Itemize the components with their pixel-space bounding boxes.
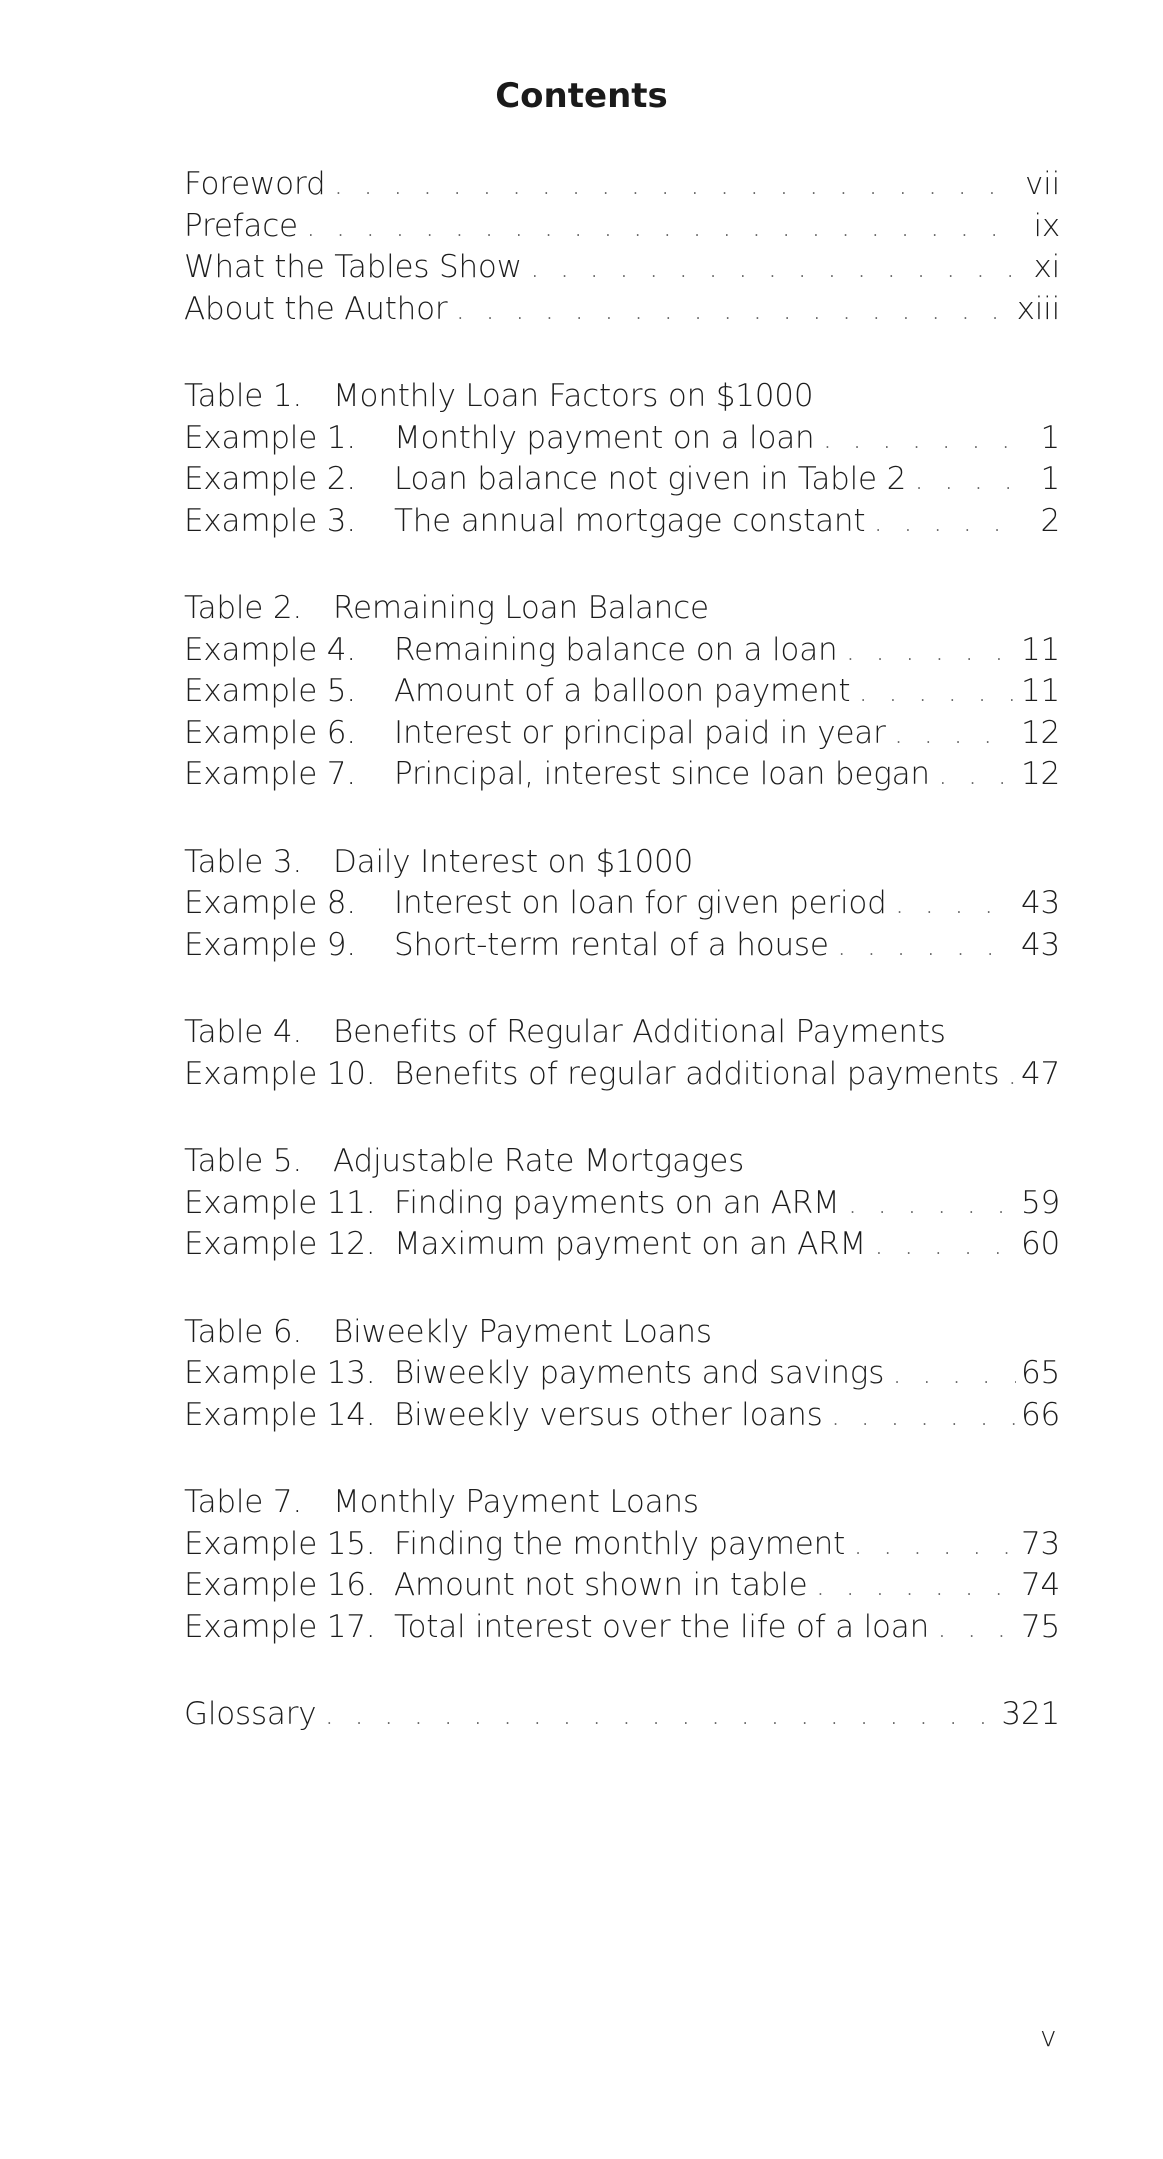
example-text: Total interest over the life of a loan	[394, 1608, 930, 1645]
table-title: Monthly Loan Factors on $1000	[333, 378, 814, 414]
example-entry[interactable]	[184, 501, 1060, 543]
toc-entry[interactable]	[184, 1694, 1060, 1736]
example-label: Example 7.	[184, 756, 356, 792]
toc-page-number: 75	[1020, 1608, 1060, 1645]
toc-page-number: 66	[1020, 1396, 1060, 1433]
toc-entry-text: About the Author	[184, 290, 448, 327]
toc-page-number: xiii	[1016, 290, 1060, 327]
example-text: Finding the monthly payment	[394, 1525, 846, 1562]
table-heading	[184, 1312, 1060, 1354]
toc-page-number: 59	[1020, 1184, 1060, 1221]
example-entry[interactable]	[184, 754, 1060, 796]
front-matter-group	[184, 164, 1060, 330]
example-entry[interactable]	[184, 1524, 1060, 1566]
dot-leader	[850, 671, 1016, 713]
dot-leader	[866, 1224, 1016, 1266]
toc-page-number: 12	[1020, 714, 1060, 751]
toc-page-number: 1	[1040, 461, 1060, 497]
toc-page-number: 47	[1020, 1055, 1060, 1092]
toc-page-number: 1	[1040, 419, 1060, 456]
table-group	[184, 1012, 1060, 1095]
dot-leader	[845, 1524, 1016, 1566]
example-entry[interactable]	[184, 925, 1060, 967]
example-entry[interactable]	[184, 671, 1060, 713]
page-folio: v	[1040, 2020, 1057, 2053]
back-matter-group	[184, 1694, 1060, 1736]
dot-leader	[814, 418, 1016, 460]
toc-page-number: 74	[1020, 1567, 1060, 1603]
example-label: Example 17.	[184, 1608, 376, 1645]
example-entry[interactable]	[184, 1607, 1060, 1649]
table-of-contents	[184, 164, 1060, 1782]
example-label: Example 10.	[184, 1055, 376, 1092]
example-text: Interest on loan for given period	[394, 885, 887, 921]
example-label: Example 1.	[184, 419, 356, 456]
toc-page-number: 11	[1020, 673, 1060, 709]
dot-leader	[829, 925, 1016, 967]
toc-page-number: 65	[1020, 1355, 1060, 1391]
toc-entry-text: Preface	[184, 207, 298, 244]
table-label: Table 4.	[184, 1014, 302, 1050]
example-label: Example 9.	[184, 926, 356, 963]
dot-leader	[930, 754, 1016, 796]
example-text: Interest or principal paid in year	[394, 714, 886, 751]
example-label: Example 11.	[184, 1184, 376, 1221]
example-label: Example 13.	[184, 1355, 376, 1391]
dot-leader	[808, 1565, 1016, 1607]
toc-page-number: xi	[1033, 249, 1060, 285]
dot-leader	[522, 247, 1016, 289]
table-heading	[184, 1141, 1060, 1183]
example-entry[interactable]	[184, 1224, 1060, 1266]
example-text: Principal, interest since loan began	[394, 756, 930, 792]
example-text: Biweekly payments and savings	[394, 1355, 885, 1391]
dot-leader	[886, 713, 1016, 755]
toc-entry[interactable]	[184, 247, 1060, 289]
example-entry[interactable]	[184, 713, 1060, 755]
example-entry[interactable]	[184, 1395, 1060, 1437]
dot-leader	[884, 1353, 1016, 1395]
dot-leader	[316, 1694, 1001, 1736]
table-group	[184, 588, 1060, 796]
table-heading	[184, 376, 1060, 418]
table-group	[184, 842, 1060, 967]
table-group	[184, 376, 1060, 542]
example-entry[interactable]	[184, 418, 1060, 460]
toc-page-number: 43	[1020, 885, 1060, 921]
example-text: Short-term rental of a house	[394, 926, 829, 963]
example-text: Biweekly versus other loans	[394, 1396, 823, 1433]
toc-page-number: 11	[1020, 631, 1060, 668]
table-label: Table 5.	[184, 1143, 302, 1179]
toc-page-number: ix	[1033, 207, 1060, 244]
toc-entry-text: Glossary	[184, 1696, 317, 1732]
example-entry[interactable]	[184, 883, 1060, 925]
toc-page-number: vii	[1025, 166, 1060, 202]
example-text: Amount not shown in table	[394, 1567, 808, 1603]
table-title: Remaining Loan Balance	[333, 590, 709, 626]
toc-entry[interactable]	[184, 206, 1060, 248]
example-label: Example 16.	[184, 1567, 376, 1603]
dot-leader	[887, 883, 1016, 925]
example-text: Amount of a balloon payment	[394, 673, 851, 709]
example-label: Example 15.	[184, 1525, 376, 1562]
dot-leader	[840, 1183, 1016, 1225]
toc-page-number: 43	[1020, 926, 1060, 963]
dot-leader	[447, 289, 1016, 331]
table-heading	[184, 1482, 1060, 1524]
table-label: Table 1.	[184, 378, 302, 414]
table-group	[184, 1312, 1060, 1437]
dot-leader	[906, 459, 1016, 501]
page-title: Contents	[495, 76, 668, 116]
dot-leader	[999, 1054, 1016, 1096]
example-entry[interactable]	[184, 1054, 1060, 1096]
toc-entry-text: Foreword	[184, 166, 326, 202]
table-group	[184, 1482, 1060, 1648]
example-entry[interactable]	[184, 1353, 1060, 1395]
table-title: Monthly Payment Loans	[333, 1484, 699, 1520]
toc-page-number: 73	[1020, 1525, 1060, 1562]
table-title: Biweekly Payment Loans	[333, 1313, 712, 1350]
table-label: Table 6.	[184, 1313, 302, 1350]
table-title: Adjustable Rate Mortgages	[333, 1143, 745, 1179]
example-label: Example 12.	[184, 1226, 376, 1262]
example-label: Example 5.	[184, 673, 356, 709]
example-text: Monthly payment on a loan	[394, 419, 815, 456]
example-text: Maximum payment on an ARM	[394, 1226, 867, 1262]
example-label: Example 6.	[184, 714, 356, 751]
toc-page-number: 12	[1020, 756, 1060, 792]
example-label: Example 2.	[184, 461, 356, 497]
table-group	[184, 1141, 1060, 1266]
dot-leader	[837, 630, 1016, 672]
table-title: Daily Interest on $1000	[333, 843, 694, 880]
example-entry[interactable]	[184, 1183, 1060, 1225]
table-label: Table 2.	[184, 590, 302, 626]
table-label: Table 7.	[184, 1484, 302, 1520]
example-label: Example 4.	[184, 631, 356, 668]
example-entry[interactable]	[184, 630, 1060, 672]
toc-entry-text: What the Tables Show	[184, 249, 522, 285]
table-label: Table 3.	[184, 843, 302, 880]
table-title: Benefits of Regular Additional Payments	[333, 1014, 946, 1050]
table-heading	[184, 588, 1060, 630]
dot-leader	[865, 501, 1016, 543]
example-text: Benefits of regular additional payments	[394, 1055, 1000, 1092]
dot-leader	[929, 1607, 1016, 1649]
toc-entry[interactable]	[184, 289, 1060, 331]
toc-page-number: 60	[1020, 1226, 1060, 1262]
example-text: The annual mortgage constant	[394, 502, 866, 539]
toc-entry[interactable]	[184, 164, 1060, 206]
example-entry[interactable]	[184, 459, 1060, 501]
toc-page-number: 2	[1040, 502, 1060, 539]
dot-leader	[298, 206, 1016, 248]
example-label: Example 14.	[184, 1396, 376, 1433]
example-text: Finding payments on an ARM	[394, 1184, 840, 1221]
dot-leader	[823, 1395, 1016, 1437]
example-text: Remaining balance on a loan	[394, 631, 838, 668]
example-label: Example 8.	[184, 885, 356, 921]
example-entry[interactable]	[184, 1565, 1060, 1607]
table-heading	[184, 842, 1060, 884]
example-label: Example 3.	[184, 502, 356, 539]
dot-leader	[325, 164, 1016, 206]
table-heading	[184, 1012, 1060, 1054]
example-text: Loan balance not given in Table 2	[394, 461, 907, 497]
toc-page-number: 321	[1001, 1696, 1060, 1732]
